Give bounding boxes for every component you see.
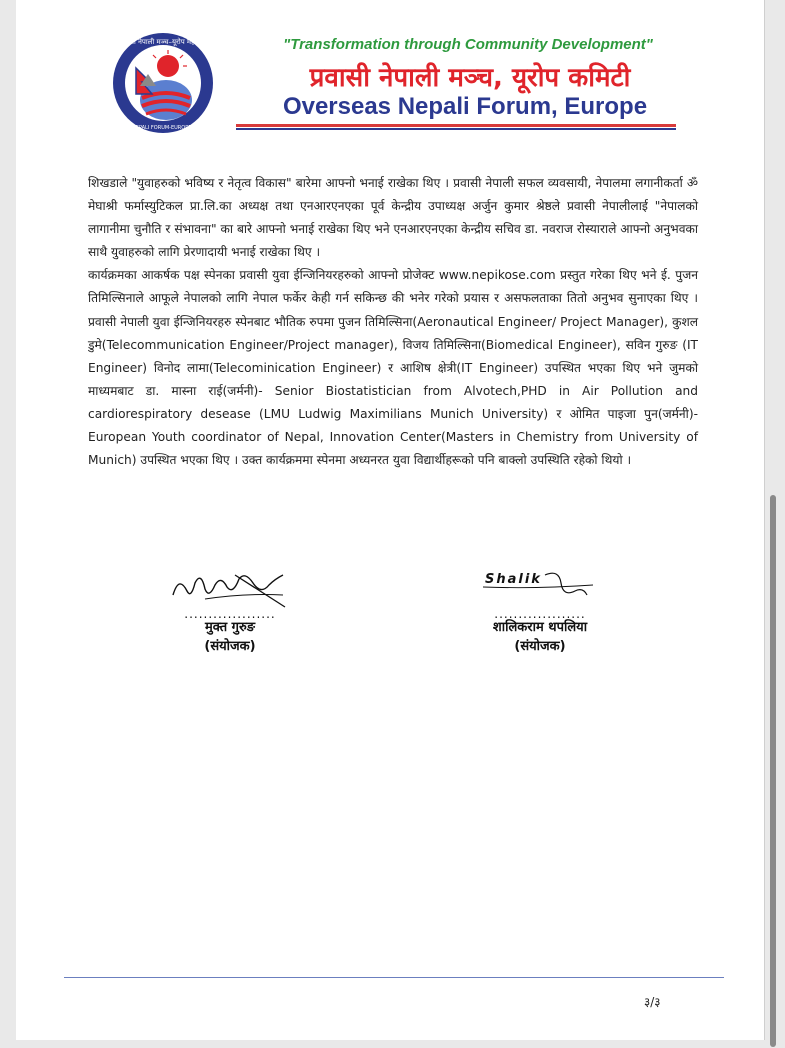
signature-block-1 (160, 565, 300, 657)
paragraph-2: कार्यक्रमका आकर्षक पक्ष स्पेनका प्रवासी युवा ईन्जिनियरहरुको आफ्नो प्रोजेक्ट www.nepikose.com प्रस्तुत गरेका थिए भने ई. पुजन तिमिल्सिनाले आफूले नेपालको लागि नेपाल फर्केर केही गर्न सकिन्छ की भनेर गरेको प्रयास र असफलताका तितो अनुभव सुनाएका थिए । प्रवासी नेपाली युवा ईन्जिनियरहरु स्पेनबाट भौतिक रुपमा पुजन तिमिल्सिना(Aeronautical Engineer/ Project Manager), कुशल डुमे(Telecommunication Engineer/Project manager), विजय तिमिल्सिना(Biomedical Engineer), सविन गुरुङ (IT Engineer) विनोद लामा(Telecominication Engineer) र आशिष क्षेत्री(IT Engineer) उपस्थित भएका थिए भने जुमको माध्यमबाट डा. मास्ना राई(जर्मनी)- Senior Biostatistician from Alvotech,PHD in Air Pollution and cardiorespiratory desease (LMU Ludwig Maximilians Munich University) र ओमित पाइजा पुन(जर्मनी)- European Youth coordinator of Nepal, Innovation Center(Masters in Chemistry from University of Munich) उपस्थित भएका थिए । उक्त कार्यक्रममा स्पेनमा अध्यनरत युवा विद्यार्थीहरूको पनि बाक्लो उपस्थिति रहेको थियो । (88, 268, 698, 468)
header-rule-blue (236, 128, 676, 130)
header-rule-red (236, 124, 676, 127)
signature-handwriting: Shalik (485, 572, 542, 587)
signatory-name-1: मुक्त गुरुङ (204, 620, 256, 635)
page-number: ३/३ (644, 995, 661, 1009)
footer-rule (64, 977, 724, 978)
signatory-name-2: शालिकराम थपलिया (492, 620, 588, 635)
scrollbar[interactable] (770, 495, 776, 1047)
signatory-role-1: (संयोजक) (204, 639, 256, 654)
tagline: "Transformation through Community Development" (283, 36, 653, 53)
signature-line-2: ................... (494, 607, 586, 621)
document-page (16, 0, 765, 1040)
signature-line-1: ................... (184, 607, 276, 621)
handwritten-signature-2 (475, 565, 605, 609)
signatory-role-2: (संयोजक) (514, 639, 566, 654)
logo-text-top: प्रवासी नेपाली मञ्च–यूरोप महाद्वीप (119, 38, 207, 46)
logo-text-bottom: OVERSEAS NEPALI FORUM-EUROPE CONTINENT (103, 125, 223, 131)
forum-logo (88, 28, 238, 138)
signature-block-2 (460, 565, 620, 657)
org-name-english: Overseas Nepali Forum, Europe (282, 93, 648, 120)
handwritten-signature-1 (165, 565, 295, 609)
paragraph-1: शिखडाले "युवाहरुको भविष्य र नेतृत्व विकास" बारेमा आफ्नो भनाई राखेका थिए । प्रवासी नेपाली सफल व्यवसायी, नेपालमा लगानीकर्ता ॐ मेघाश्री फर्मास्युटिकल प्रा.लि.का अध्यक्ष तथा एनआरएनएका पूर्व केन्द्रीय उपाध्यक्ष अर्जुन कुमार श्रेष्ठले प्रवासी नेपालीलाई "नेपालको लागानीमा चुनौति र संभावना" का बारे आफ्नो भनाई राखेका थिए भने एनआरएनएका केन्द्रीय सचिव डा. नवराज रोस्याराले आफ्नो अनुभवका साथै युवाहरुको लागि प्रेरणादायी भनाई राखेका थिए । (88, 176, 698, 260)
letter-body (88, 172, 698, 472)
org-name-nepali: प्रवासी नेपाली मञ्च, यूरोप कमिटी (309, 63, 631, 93)
